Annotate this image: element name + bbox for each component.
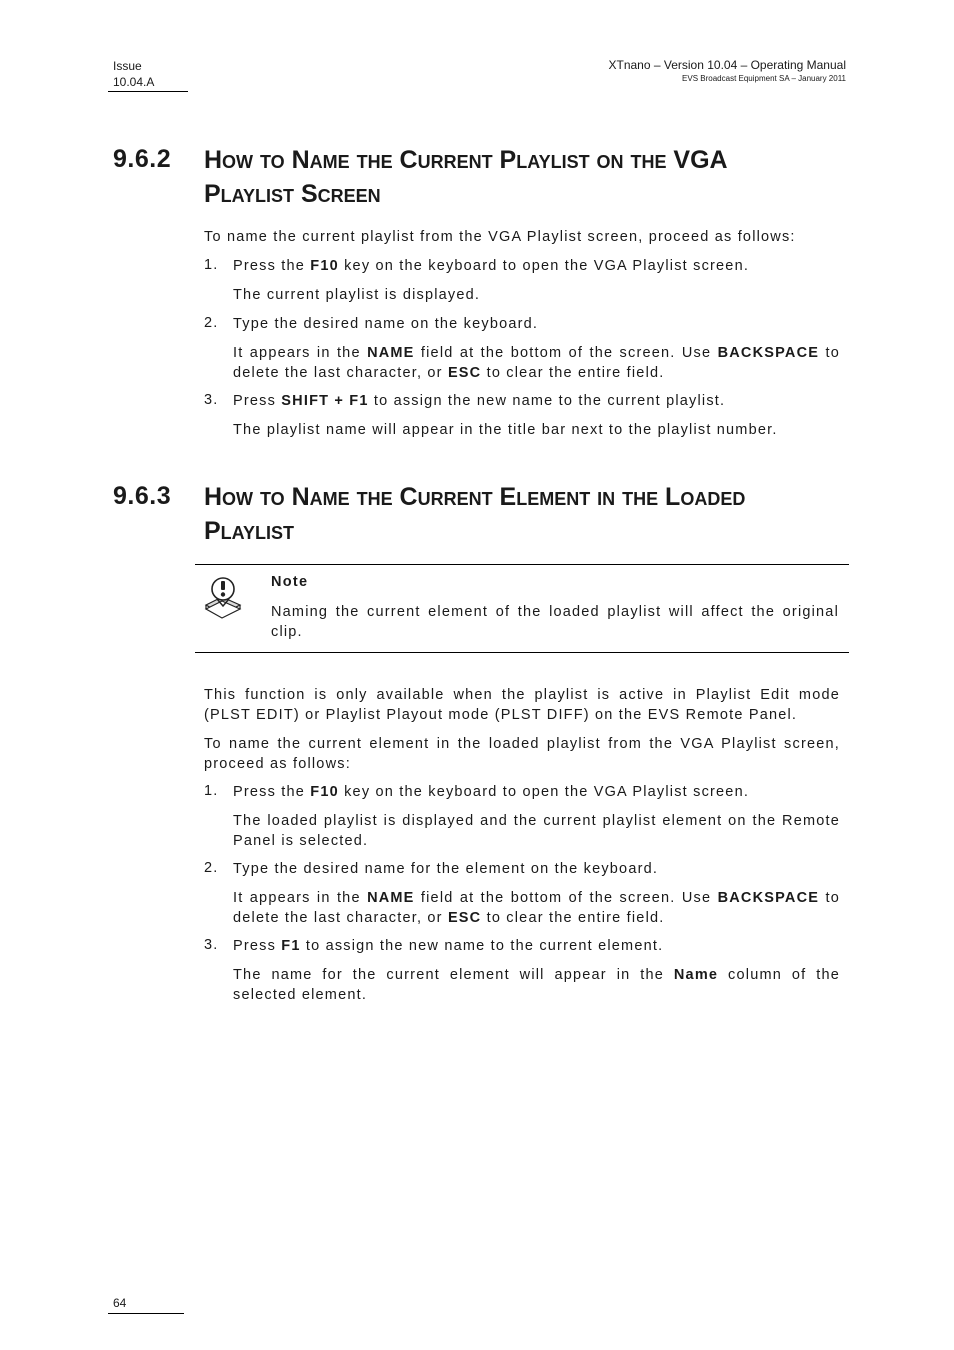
step-result: The playlist name will appear in the title bar next to the playlist number. bbox=[233, 422, 778, 438]
intro-paragraph: To name the current playlist from the VGA Playlist screen, proceed as follows: bbox=[204, 229, 796, 245]
step-text: Press the F10 key on the keyboard to open the VGA Playlist screen. bbox=[233, 258, 750, 274]
step-text: Type the desired name on the keyboard. bbox=[233, 316, 539, 332]
step-result: The name for the current element will appear in the Name column of the selected element. bbox=[233, 967, 840, 1003]
note-top-rule bbox=[195, 564, 849, 565]
step-text: Press the F10 key on the keyboard to open the VGA Playlist screen. bbox=[233, 784, 750, 800]
step-text: Press SHIFT + F1 to assign the new name to the current playlist. bbox=[233, 393, 726, 409]
header-rule bbox=[108, 91, 188, 92]
step-number: 3. bbox=[204, 937, 219, 953]
page-number: 64 bbox=[113, 1296, 127, 1310]
step-number: 1. bbox=[204, 783, 219, 799]
paragraph: This function is only available when the playlist is active in Playlist Edit mode (PLST EDIT) or Playlist Playout mode (PLST DIFF) on the EVS Remote Panel. bbox=[204, 687, 840, 723]
section-title: How to Name the Current Playlist on the VGA Playlist Screen bbox=[204, 146, 728, 208]
section-number: 9.6.2 bbox=[113, 145, 172, 173]
step-number: 3. bbox=[204, 392, 219, 408]
step-text: Press F1 to assign the new name to the current element. bbox=[233, 938, 664, 954]
issue-label: Issue bbox=[113, 59, 142, 73]
note-bottom-rule bbox=[195, 652, 849, 653]
step-number: 1. bbox=[204, 257, 219, 273]
section-number: 9.6.3 bbox=[113, 482, 172, 510]
header-manual bbox=[609, 58, 847, 84]
step-number: 2. bbox=[204, 860, 219, 876]
step-result: The current playlist is displayed. bbox=[233, 287, 481, 303]
section-title: How to Name the Current Element in the Loaded Playlist bbox=[204, 483, 746, 545]
header-issue bbox=[113, 58, 154, 90]
step-result: It appears in the NAME field at the bottom of the screen. Use BACKSPACE to delete the last character, or ESC to clear the entire field. bbox=[233, 345, 840, 381]
issue-number: 10.04.A bbox=[113, 75, 155, 89]
footer-rule bbox=[108, 1313, 184, 1314]
step-number: 2. bbox=[204, 315, 219, 331]
company-line: EVS Broadcast Equipment SA – January 2011 bbox=[682, 74, 846, 83]
paragraph: To name the current element in the loaded playlist from the VGA Playlist screen, proceed as follows: bbox=[204, 736, 840, 772]
step-text: Type the desired name for the element on the keyboard. bbox=[233, 861, 659, 877]
step-result: The loaded playlist is displayed and the current playlist element on the Remote Panel is selected. bbox=[233, 813, 840, 849]
note-title: Note bbox=[271, 574, 309, 590]
manual-title: XTnano – Version 10.04 – Operating Manual bbox=[608, 58, 846, 72]
note-warning-icon bbox=[203, 575, 243, 621]
note-text: Naming the current element of the loaded playlist will affect the original clip. bbox=[271, 604, 839, 640]
step-result: It appears in the NAME field at the bottom of the screen. Use BACKSPACE to delete the last character, or ESC to clear the entire field. bbox=[233, 890, 840, 926]
